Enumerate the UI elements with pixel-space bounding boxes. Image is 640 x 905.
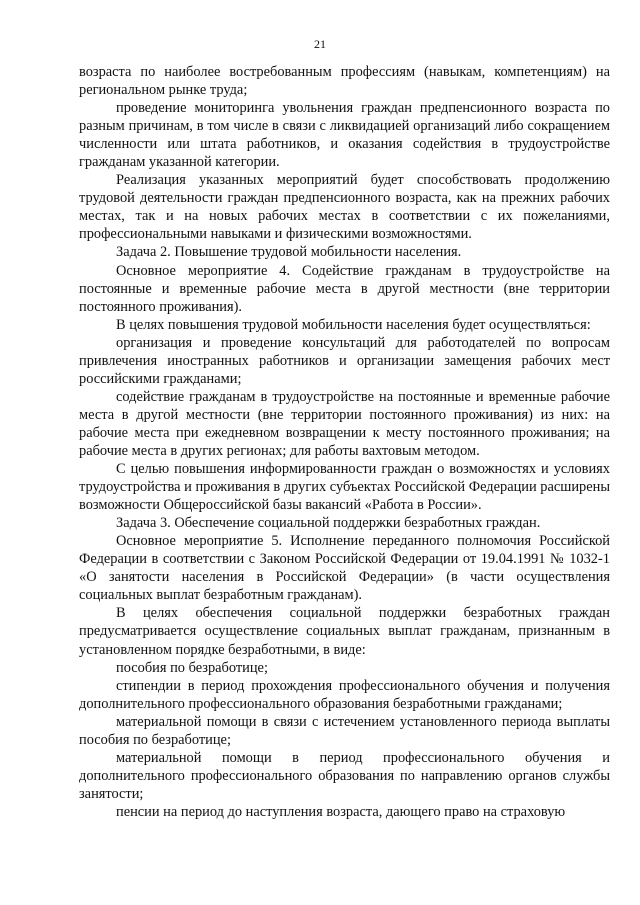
page-number: 21 (314, 37, 326, 51)
list-item-unemployment-benefit: пособия по безработице; (116, 659, 268, 676)
list-item-material-aid-training: материальной помощи в период профессионального обучения и дополнительного профессионального образования по направлению органов службы занятости; (79, 749, 610, 802)
paragraph-vacancy-database: С целью повышения информированности граждан о возможностях и условиях трудоустройства и проживания в других субъектах Российской Федерации расширены возможности Общероссийской базы вакансий «Работа в России». (79, 461, 610, 514)
paragraph-mobility-goals: В целях повышения трудовой мобильности населения будет осуществляться: (116, 316, 591, 333)
paragraph-consultations: организация и проведение консультаций для работодателей по вопросам привлечения иностранных работников и организации замещения рабочих мест российскими гражданами; (79, 334, 610, 387)
paragraph-social-support: В целях обеспечения социальной поддержки безработных граждан предусматривается осуществление социальных выплат гражданам, признанным в установленном порядке безработными, в виде: (79, 605, 610, 658)
task-2-heading: Задача 2. Повышение трудовой мобильности населения. (116, 244, 462, 261)
task-3-heading: Задача 3. Обеспечение социальной поддержки безработных граждан. (116, 515, 541, 532)
body-text (79, 63, 610, 821)
paragraph-monitoring: проведение мониторинга увольнения граждан предпенсионного возраста по разным причинам, в том числе в связи с ликвидацией организаций либо сокращением численности или штата работников, и оказания содействия в трудоустройстве гражданам указанной категории. (79, 100, 610, 171)
paragraph-continuation: возраста по наиболее востребованным профессиям (навыкам, компетенциям) на региональном рынке труда; (79, 64, 610, 99)
list-item-stipend: стипендии в период прохождения профессионального обучения и получения дополнительного профессионального образования безработными гражданами; (79, 677, 610, 712)
main-activity-4: Основное мероприятие 4. Содействие гражданам в трудоустройстве на постоянные и временные рабочие места в другой местности (вне территории постоянного проживания). (79, 262, 610, 315)
list-item-material-aid-expiry: материальной помощи в связи с истечением установленного периода выплаты пособия по безработице; (79, 713, 610, 748)
paragraph-implementation-result: Реализация указанных мероприятий будет способствовать продолжению трудовой деятельности граждан предпенсионного возраста, как на прежних рабочих местах, так и на новых рабочих местах в соответствии с их пожеланиями, профессиональными навыками и физическими возможностями. (79, 172, 610, 243)
paragraph-employment-assistance: содействие гражданам в трудоустройстве на постоянные и временные рабочие места в другой местности (вне территории постоянного проживания) из них: на рабочие места при ежедневном возвращении к месту постоянного проживания; на рабочие места в других регионах; для работы вахтовым методом. (79, 388, 610, 459)
list-item-pension: пенсии на период до наступления возраста, дающего право на страховую (116, 803, 566, 820)
main-activity-5: Основное мероприятие 5. Исполнение переданного полномочия Российской Федерации в соответствии с Законом Российской Федерации от 19.04.1991 № 1032-1 «О занятости населения в Российской Федерации» (в части осуществления социальных выплат безработным гражданам). (79, 533, 610, 604)
